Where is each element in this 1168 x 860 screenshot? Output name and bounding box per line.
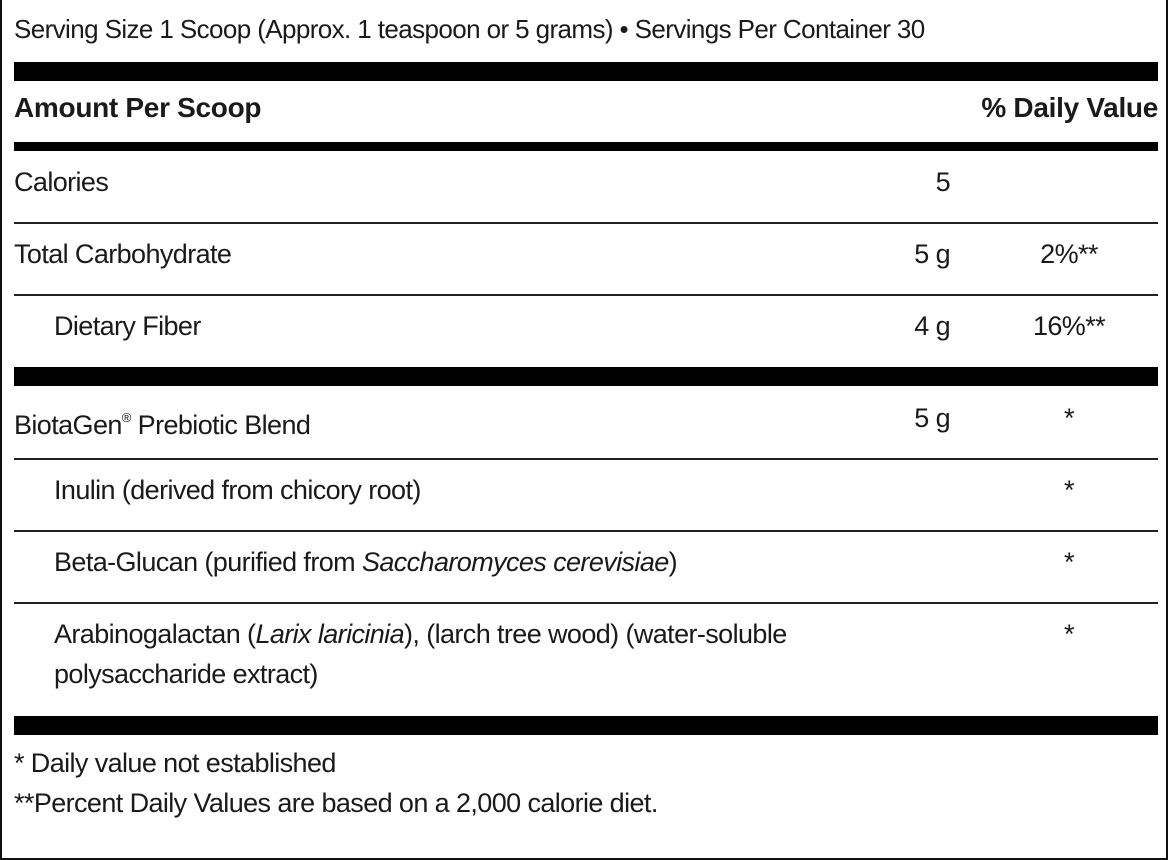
registered-trademark-mark: ® xyxy=(121,410,131,425)
nutrient-name-line2: polysaccharide extract) xyxy=(54,659,318,689)
name-part: ) xyxy=(668,547,678,577)
amount-per-scoop-header: Amount Per Scoop xyxy=(14,92,262,123)
nutrient-daily-value: * xyxy=(1064,475,1074,505)
nutrient-daily-value: * xyxy=(1064,619,1074,649)
nutrient-amount: 5 xyxy=(935,167,950,197)
nutrient-name: Inulin (derived from chicory root) xyxy=(54,475,421,505)
nutrient-name: Dietary Fiber xyxy=(54,311,201,341)
nutrient-daily-value: 16%** xyxy=(1032,311,1106,341)
nutrient-amount: 4 g xyxy=(914,311,950,341)
name-part: Beta-Glucan (purified from xyxy=(54,547,362,577)
nutrient-name xyxy=(54,614,787,654)
nutrient-name xyxy=(54,542,677,582)
nutrient-daily-value: * xyxy=(1064,403,1074,433)
species-name: Saccharomyces cerevisiae xyxy=(361,547,669,577)
thick-divider xyxy=(14,367,1158,386)
nutrient-name xyxy=(14,398,310,445)
footnote-percent-daily: **Percent Daily Values are based on a 2,000 calorie diet. xyxy=(14,788,658,818)
nutrient-name: Total Carbohydrate xyxy=(14,239,232,269)
name-part: ), (larch tree wood) (water-soluble xyxy=(404,619,787,649)
nutrient-name: Calories xyxy=(14,167,109,197)
blend-brand-name: BiotaGen xyxy=(14,410,122,440)
thin-divider xyxy=(14,602,1158,604)
blend-name-suffix: Prebiotic Blend xyxy=(130,410,311,440)
thin-divider xyxy=(14,458,1158,460)
thick-divider xyxy=(14,62,1158,81)
medium-divider xyxy=(14,142,1158,151)
serving-size-line: Serving Size 1 Scoop (Approx. 1 teaspoon or 5 grams) • Servings Per Container 30 xyxy=(14,14,925,44)
thin-divider xyxy=(14,294,1158,296)
thick-divider xyxy=(14,716,1158,735)
daily-value-header: % Daily Value xyxy=(981,92,1158,123)
nutrient-daily-value: * xyxy=(1064,547,1074,577)
thin-divider xyxy=(14,530,1158,532)
nutrient-amount: 5 g xyxy=(914,403,950,433)
name-part: Arabinogalactan ( xyxy=(54,619,256,649)
footnote-daily-value: * Daily value not established xyxy=(14,748,336,778)
nutrient-amount: 5 g xyxy=(914,239,950,269)
thin-divider xyxy=(14,222,1158,224)
species-name: Larix laricinia xyxy=(255,619,404,649)
nutrient-daily-value: 2%** xyxy=(1040,239,1098,269)
